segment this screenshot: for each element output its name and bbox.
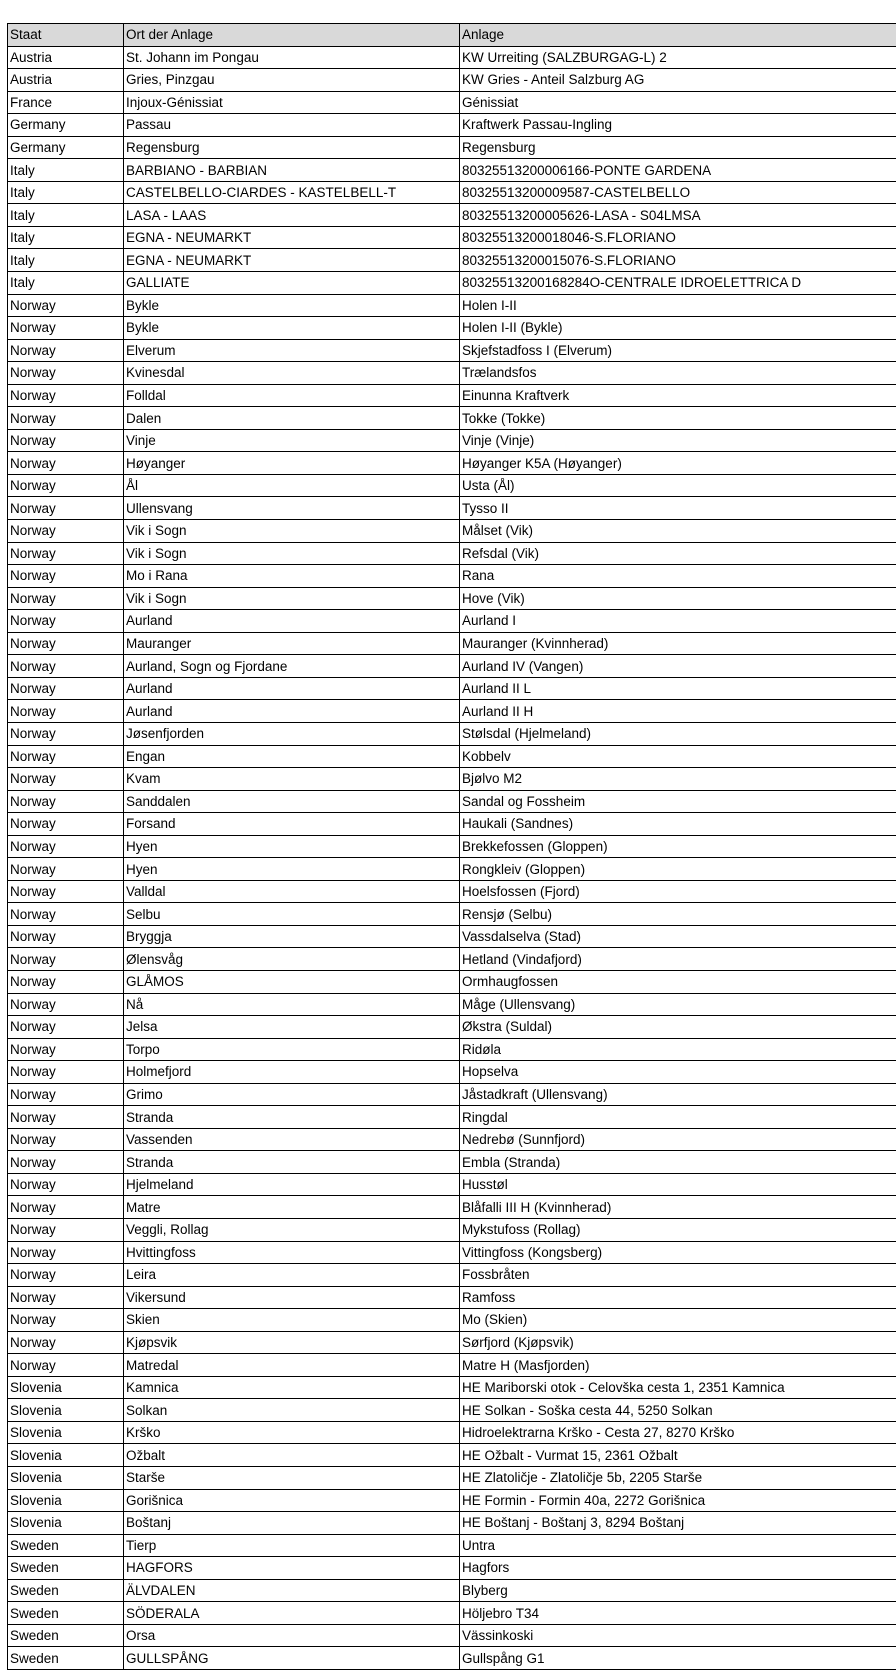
table-row — [8, 272, 896, 295]
cell-ort: Aurland — [124, 677, 460, 700]
cell-staat: Norway — [8, 700, 124, 723]
cell-staat: Norway — [8, 1151, 124, 1174]
cell-ort: Ullensvang — [124, 497, 460, 520]
header-row — [8, 24, 896, 47]
table-row — [8, 565, 896, 588]
table-row — [8, 768, 896, 791]
table-row — [8, 294, 896, 317]
cell-staat: Norway — [8, 768, 124, 791]
cell-anlage: Hagfors — [460, 1557, 896, 1580]
table-row — [8, 384, 896, 407]
table-row — [8, 1038, 896, 1061]
cell-anlage: Regensburg — [460, 136, 896, 159]
cell-anlage: Vittingfoss (Kongsberg) — [460, 1241, 896, 1264]
cell-anlage: Rana — [460, 565, 896, 588]
cell-staat: Norway — [8, 1309, 124, 1332]
cell-anlage: Tysso II — [460, 497, 896, 520]
cell-anlage: Einunna Kraftverk — [460, 384, 896, 407]
table-row — [8, 1331, 896, 1354]
cell-ort: GLÅMOS — [124, 970, 460, 993]
table-row — [8, 1467, 896, 1490]
cell-anlage: Matre H (Masfjorden) — [460, 1354, 896, 1377]
cell-ort: Aurland — [124, 700, 460, 723]
cell-anlage: Refsdal (Vik) — [460, 542, 896, 565]
cell-anlage: Holen I-II — [460, 294, 896, 317]
cell-anlage: Aurland I — [460, 610, 896, 633]
cell-ort: Veggli, Rollag — [124, 1218, 460, 1241]
cell-staat: Norway — [8, 1128, 124, 1151]
cell-ort: Gries, Pinzgau — [124, 69, 460, 92]
cell-anlage: Husstøl — [460, 1173, 896, 1196]
cell-staat: Norway — [8, 722, 124, 745]
cell-ort: Hyen — [124, 858, 460, 881]
table-row — [8, 1602, 896, 1625]
cell-anlage: Hidroelektrarna Krško - Cesta 27, 8270 Krško — [460, 1421, 896, 1444]
cell-anlage: Vassdalselva (Stad) — [460, 925, 896, 948]
cell-staat: Norway — [8, 452, 124, 475]
cell-ort: Skien — [124, 1309, 460, 1332]
cell-ort: Valldal — [124, 880, 460, 903]
cell-ort: Vikersund — [124, 1286, 460, 1309]
table-row — [8, 1534, 896, 1557]
cell-ort: Forsand — [124, 813, 460, 836]
table-row — [8, 970, 896, 993]
cell-staat: Norway — [8, 362, 124, 385]
cell-staat: Norway — [8, 1354, 124, 1377]
cell-staat: Slovenia — [8, 1399, 124, 1422]
cell-ort: Grimo — [124, 1083, 460, 1106]
cell-ort: Vik i Sogn — [124, 542, 460, 565]
cell-staat: Norway — [8, 1061, 124, 1084]
cell-ort: Holmefjord — [124, 1061, 460, 1084]
table-row — [8, 136, 896, 159]
cell-anlage: Rensjø (Selbu) — [460, 903, 896, 926]
cell-staat: Norway — [8, 429, 124, 452]
cell-anlage: Untra — [460, 1534, 896, 1557]
cell-staat: Norway — [8, 858, 124, 881]
cell-staat: Austria — [8, 46, 124, 69]
table-row — [8, 542, 896, 565]
cell-ort: Selbu — [124, 903, 460, 926]
cell-ort: Hjelmeland — [124, 1173, 460, 1196]
cell-staat: Slovenia — [8, 1467, 124, 1490]
table-row — [8, 903, 896, 926]
cell-staat: Norway — [8, 1083, 124, 1106]
column-header-ort: Ort der Anlage — [124, 24, 460, 47]
cell-ort: Gorišnica — [124, 1489, 460, 1512]
cell-anlage: Tokke (Tokke) — [460, 407, 896, 430]
table-row — [8, 1354, 896, 1377]
table-row — [8, 1173, 896, 1196]
cell-ort: BARBIANO - BARBIAN — [124, 159, 460, 182]
cell-staat: France — [8, 91, 124, 114]
cell-staat: Norway — [8, 835, 124, 858]
table-row — [8, 339, 896, 362]
cell-ort: Vik i Sogn — [124, 587, 460, 610]
cell-ort: Nå — [124, 993, 460, 1016]
cell-ort: Bykle — [124, 294, 460, 317]
cell-staat: Slovenia — [8, 1512, 124, 1535]
cell-staat: Norway — [8, 925, 124, 948]
cell-anlage: HE Solkan - Soška cesta 44, 5250 Solkan — [460, 1399, 896, 1422]
cell-anlage: Måge (Ullensvang) — [460, 993, 896, 1016]
cell-anlage: Ormhaugfossen — [460, 970, 896, 993]
cell-anlage: Jåstadkraft (Ullensvang) — [460, 1083, 896, 1106]
cell-ort: Matredal — [124, 1354, 460, 1377]
cell-staat: Norway — [8, 880, 124, 903]
table-row — [8, 317, 896, 340]
cell-anlage: Rongkleiv (Gloppen) — [460, 858, 896, 881]
cell-ort: Ožbalt — [124, 1444, 460, 1467]
cell-ort: Mo i Rana — [124, 565, 460, 588]
cell-ort: Kamnica — [124, 1376, 460, 1399]
cell-staat: Norway — [8, 294, 124, 317]
cell-anlage: Blyberg — [460, 1579, 896, 1602]
cell-staat: Norway — [8, 970, 124, 993]
cell-anlage: Fossbråten — [460, 1264, 896, 1287]
cell-ort: HAGFORS — [124, 1557, 460, 1580]
cell-anlage: Blåfalli III H (Kvinnherad) — [460, 1196, 896, 1219]
table-row — [8, 159, 896, 182]
cell-anlage: Aurland II L — [460, 677, 896, 700]
table-row — [8, 722, 896, 745]
cell-staat: Norway — [8, 542, 124, 565]
table-row — [8, 1647, 896, 1670]
table-row — [8, 1196, 896, 1219]
table-row — [8, 226, 896, 249]
table-row — [8, 1218, 896, 1241]
cell-staat: Norway — [8, 407, 124, 430]
table-row — [8, 452, 896, 475]
cell-ort: Aurland, Sogn og Fjordane — [124, 655, 460, 678]
cell-staat: Sweden — [8, 1579, 124, 1602]
cell-anlage: Kobbelv — [460, 745, 896, 768]
cell-staat: Norway — [8, 948, 124, 971]
cell-ort: ÄLVDALEN — [124, 1579, 460, 1602]
cell-staat: Norway — [8, 565, 124, 588]
cell-ort: Boštanj — [124, 1512, 460, 1535]
cell-anlage: Haukali (Sandnes) — [460, 813, 896, 836]
cell-anlage: 80325513200005626-LASA - S04LMSA — [460, 204, 896, 227]
cell-anlage: Trælandsfos — [460, 362, 896, 385]
cell-anlage: Bjølvo M2 — [460, 768, 896, 791]
cell-anlage: Høyanger K5A (Høyanger) — [460, 452, 896, 475]
table-row — [8, 1286, 896, 1309]
cell-staat: Norway — [8, 1196, 124, 1219]
table-row — [8, 204, 896, 227]
table-row — [8, 1016, 896, 1039]
cell-staat: Austria — [8, 69, 124, 92]
table-row — [8, 1579, 896, 1602]
cell-anlage: Stølsdal (Hjelmeland) — [460, 722, 896, 745]
table-row — [8, 587, 896, 610]
cell-ort: Starše — [124, 1467, 460, 1490]
cell-ort: Hvittingfoss — [124, 1241, 460, 1264]
cell-ort: Elverum — [124, 339, 460, 362]
table-body — [8, 46, 896, 1669]
table-row — [8, 181, 896, 204]
cell-staat: Norway — [8, 790, 124, 813]
cell-staat: Italy — [8, 159, 124, 182]
cell-anlage: Økstra (Suldal) — [460, 1016, 896, 1039]
cell-ort: EGNA - NEUMARKT — [124, 226, 460, 249]
cell-staat: Norway — [8, 587, 124, 610]
table-row — [8, 858, 896, 881]
cell-anlage: Hopselva — [460, 1061, 896, 1084]
cell-staat: Norway — [8, 813, 124, 836]
table-row — [8, 520, 896, 543]
table-row — [8, 429, 896, 452]
cell-staat: Slovenia — [8, 1489, 124, 1512]
cell-staat: Norway — [8, 1331, 124, 1354]
cell-staat: Norway — [8, 384, 124, 407]
cell-staat: Norway — [8, 497, 124, 520]
cell-staat: Norway — [8, 317, 124, 340]
cell-ort: Injoux-Génissiat — [124, 91, 460, 114]
cell-ort: Passau — [124, 114, 460, 137]
table-row — [8, 610, 896, 633]
cell-staat: Norway — [8, 1241, 124, 1264]
cell-anlage: Aurland IV (Vangen) — [460, 655, 896, 678]
cell-anlage: Höljebro T34 — [460, 1602, 896, 1625]
cell-ort: Tierp — [124, 1534, 460, 1557]
table-row — [8, 69, 896, 92]
cell-ort: Torpo — [124, 1038, 460, 1061]
cell-ort: Stranda — [124, 1106, 460, 1129]
table-row — [8, 1444, 896, 1467]
cell-ort: Orsa — [124, 1624, 460, 1647]
cell-staat: Norway — [8, 1218, 124, 1241]
table-row — [8, 1557, 896, 1580]
cell-staat: Norway — [8, 1173, 124, 1196]
cell-ort: Kvam — [124, 768, 460, 791]
cell-staat: Germany — [8, 114, 124, 137]
cell-anlage: 80325513200006166-PONTE GARDENA — [460, 159, 896, 182]
cell-ort: Leira — [124, 1264, 460, 1287]
cell-ort: Høyanger — [124, 452, 460, 475]
cell-anlage: Génissiat — [460, 91, 896, 114]
cell-anlage: Målset (Vik) — [460, 520, 896, 543]
cell-anlage: Skjefstadfoss I (Elverum) — [460, 339, 896, 362]
cell-staat: Italy — [8, 272, 124, 295]
table-row — [8, 362, 896, 385]
table-row — [8, 249, 896, 272]
cell-ort: GULLSPÅNG — [124, 1647, 460, 1670]
cell-staat: Sweden — [8, 1624, 124, 1647]
cell-ort: EGNA - NEUMARKT — [124, 249, 460, 272]
cell-anlage: Gullspång G1 — [460, 1647, 896, 1670]
table-row — [8, 1421, 896, 1444]
cell-staat: Norway — [8, 1038, 124, 1061]
cell-staat: Slovenia — [8, 1376, 124, 1399]
cell-ort: CASTELBELLO-CIARDES - KASTELBELL-T — [124, 181, 460, 204]
cell-staat: Sweden — [8, 1647, 124, 1670]
table-row — [8, 1264, 896, 1287]
table-row — [8, 925, 896, 948]
table-row — [8, 813, 896, 836]
table-row — [8, 1083, 896, 1106]
table-row — [8, 677, 896, 700]
cell-anlage: Ringdal — [460, 1106, 896, 1129]
cell-ort: Engan — [124, 745, 460, 768]
cell-anlage: HE Mariborski otok - Celovška cesta 1, 2351 Kamnica — [460, 1376, 896, 1399]
cell-ort: Dalen — [124, 407, 460, 430]
cell-staat: Italy — [8, 249, 124, 272]
plants-table — [7, 23, 896, 1670]
cell-ort: Bykle — [124, 317, 460, 340]
table-row — [8, 1106, 896, 1129]
cell-anlage: HE Ožbalt - Vurmat 15, 2361 Ožbalt — [460, 1444, 896, 1467]
cell-ort: GALLIATE — [124, 272, 460, 295]
cell-staat: Sweden — [8, 1534, 124, 1557]
cell-anlage: Embla (Stranda) — [460, 1151, 896, 1174]
spreadsheet-page — [7, 23, 896, 1670]
cell-anlage: Brekkefossen (Gloppen) — [460, 835, 896, 858]
cell-staat: Norway — [8, 1286, 124, 1309]
cell-anlage: 80325513200015076-S.FLORIANO — [460, 249, 896, 272]
cell-staat: Norway — [8, 339, 124, 362]
cell-staat: Italy — [8, 181, 124, 204]
cell-staat: Norway — [8, 1016, 124, 1039]
cell-staat: Norway — [8, 610, 124, 633]
cell-staat: Norway — [8, 1264, 124, 1287]
table-row — [8, 632, 896, 655]
cell-staat: Norway — [8, 745, 124, 768]
cell-anlage: Nedrebø (Sunnfjord) — [460, 1128, 896, 1151]
table-row — [8, 835, 896, 858]
cell-ort: Matre — [124, 1196, 460, 1219]
column-header-anlage: Anlage — [460, 24, 896, 47]
table-row — [8, 790, 896, 813]
cell-ort: Vinje — [124, 429, 460, 452]
cell-anlage: Hove (Vik) — [460, 587, 896, 610]
table-row — [8, 1489, 896, 1512]
cell-anlage: Mauranger (Kvinnherad) — [460, 632, 896, 655]
cell-ort: SÖDERALA — [124, 1602, 460, 1625]
table-row — [8, 1624, 896, 1647]
table-row — [8, 1128, 896, 1151]
cell-staat: Germany — [8, 136, 124, 159]
table-row — [8, 114, 896, 137]
cell-anlage: Usta (Ål) — [460, 474, 896, 497]
table-row — [8, 407, 896, 430]
table-row — [8, 993, 896, 1016]
table-row — [8, 1241, 896, 1264]
cell-staat: Norway — [8, 520, 124, 543]
table-row — [8, 1309, 896, 1332]
table-row — [8, 91, 896, 114]
cell-anlage: Vässinkoski — [460, 1624, 896, 1647]
cell-ort: Bryggja — [124, 925, 460, 948]
cell-anlage: Sandal og Fossheim — [460, 790, 896, 813]
column-header-staat: Staat — [8, 24, 124, 47]
table-row — [8, 474, 896, 497]
cell-ort: Ølensvåg — [124, 948, 460, 971]
table-row — [8, 1512, 896, 1535]
table-row — [8, 1061, 896, 1084]
cell-ort: LASA - LAAS — [124, 204, 460, 227]
cell-anlage: HE Formin - Formin 40a, 2272 Gorišnica — [460, 1489, 896, 1512]
cell-anlage: Hetland (Vindafjord) — [460, 948, 896, 971]
cell-anlage: HE Boštanj - Boštanj 3, 8294 Boštanj — [460, 1512, 896, 1535]
table-row — [8, 1399, 896, 1422]
cell-ort: Hyen — [124, 835, 460, 858]
cell-staat: Slovenia — [8, 1444, 124, 1467]
table-row — [8, 1376, 896, 1399]
cell-staat: Sweden — [8, 1557, 124, 1580]
table-row — [8, 880, 896, 903]
cell-ort: Mauranger — [124, 632, 460, 655]
table-row — [8, 497, 896, 520]
cell-anlage: Sørfjord (Kjøpsvik) — [460, 1331, 896, 1354]
cell-anlage: Holen I-II (Bykle) — [460, 317, 896, 340]
cell-staat: Norway — [8, 1106, 124, 1129]
cell-anlage: HE Zlatoličje - Zlatoličje 5b, 2205 Starše — [460, 1467, 896, 1490]
cell-anlage: Kraftwerk Passau-Ingling — [460, 114, 896, 137]
table-row — [8, 1151, 896, 1174]
cell-anlage: 80325513200018046-S.FLORIANO — [460, 226, 896, 249]
table-row — [8, 948, 896, 971]
cell-anlage: 80325513200009587-CASTELBELLO — [460, 181, 896, 204]
cell-anlage: Aurland II H — [460, 700, 896, 723]
cell-staat: Slovenia — [8, 1421, 124, 1444]
table-row — [8, 655, 896, 678]
cell-anlage: Ridøla — [460, 1038, 896, 1061]
table-row — [8, 700, 896, 723]
cell-anlage: 80325513200168284O-CENTRALE IDROELETTRICA D — [460, 272, 896, 295]
cell-anlage: KW Urreiting (SALZBURGAG-L) 2 — [460, 46, 896, 69]
cell-staat: Norway — [8, 632, 124, 655]
cell-ort: Aurland — [124, 610, 460, 633]
cell-staat: Norway — [8, 993, 124, 1016]
cell-ort: Jelsa — [124, 1016, 460, 1039]
table-row — [8, 46, 896, 69]
cell-ort: St. Johann im Pongau — [124, 46, 460, 69]
cell-staat: Italy — [8, 204, 124, 227]
cell-staat: Norway — [8, 677, 124, 700]
cell-ort: Vassenden — [124, 1128, 460, 1151]
cell-anlage: Ramfoss — [460, 1286, 896, 1309]
cell-ort: Kjøpsvik — [124, 1331, 460, 1354]
cell-ort: Sanddalen — [124, 790, 460, 813]
cell-ort: Vik i Sogn — [124, 520, 460, 543]
cell-ort: Stranda — [124, 1151, 460, 1174]
cell-ort: Ål — [124, 474, 460, 497]
cell-ort: Kvinesdal — [124, 362, 460, 385]
cell-ort: Regensburg — [124, 136, 460, 159]
cell-staat: Norway — [8, 655, 124, 678]
cell-staat: Sweden — [8, 1602, 124, 1625]
table-row — [8, 745, 896, 768]
cell-ort: Jøsenfjorden — [124, 722, 460, 745]
cell-anlage: Mykstufoss (Rollag) — [460, 1218, 896, 1241]
cell-ort: Krško — [124, 1421, 460, 1444]
cell-ort: Solkan — [124, 1399, 460, 1422]
cell-ort: Folldal — [124, 384, 460, 407]
cell-staat: Italy — [8, 226, 124, 249]
cell-staat: Norway — [8, 903, 124, 926]
cell-anlage: KW Gries - Anteil Salzburg AG — [460, 69, 896, 92]
cell-anlage: Hoelsfossen (Fjord) — [460, 880, 896, 903]
cell-anlage: Mo (Skien) — [460, 1309, 896, 1332]
cell-anlage: Vinje (Vinje) — [460, 429, 896, 452]
cell-staat: Norway — [8, 474, 124, 497]
